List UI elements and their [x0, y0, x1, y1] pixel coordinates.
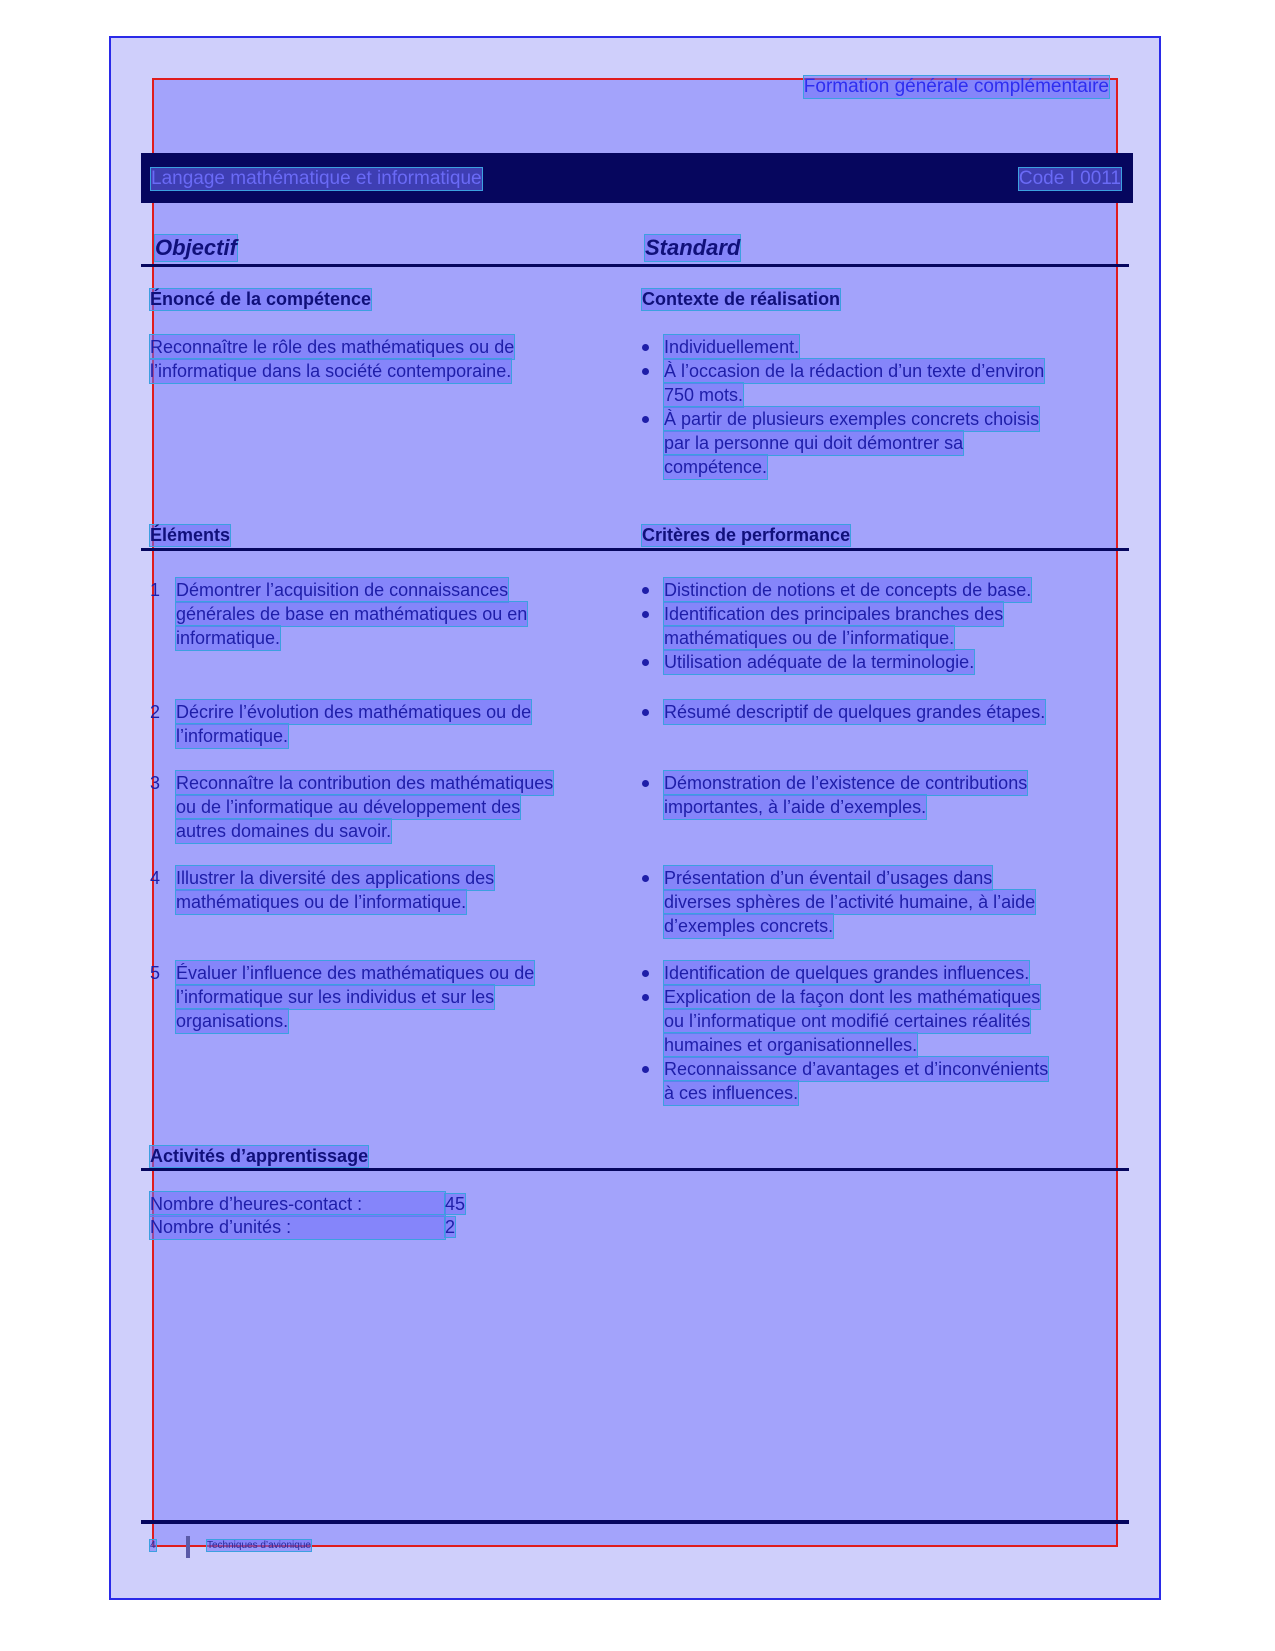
- criterion-line: mathématiques ou de l’informatique.: [664, 628, 955, 648]
- criterion-line: Démonstration de l’existence de contributions: [664, 773, 1028, 793]
- competence-line: Reconnaître le rôle des mathématiques ou de: [150, 337, 515, 357]
- course-code: Code I 0011: [1018, 168, 1121, 189]
- element-line: Illustrer la diversité des applications des: [176, 868, 495, 888]
- element-item: [150, 961, 630, 1033]
- criterion-item: [642, 578, 1112, 602]
- footer-separator: [186, 1536, 190, 1558]
- activities-rule: [141, 1168, 1129, 1171]
- units-label: Nombre d’unités :: [150, 1215, 445, 1239]
- criteria-heading: Critères de performance: [642, 525, 851, 545]
- criterion-line: Distinction de notions et de concepts de base.: [664, 580, 1032, 600]
- footer-program-name: Techniques d’avionique: [207, 1540, 311, 1551]
- criterion-line: Reconnaissance d’avantages et d’inconvénients: [664, 1059, 1049, 1079]
- criterion-item: [642, 650, 1112, 674]
- element-line: Démontrer l’acquisition de connaissances: [176, 580, 509, 600]
- criterion-item: [642, 771, 1112, 819]
- competence-line: l’informatique dans la société contemporaine.: [150, 361, 512, 381]
- criterion-line: Explication de la façon dont les mathématiques: [664, 987, 1041, 1007]
- element-line: mathématiques ou de l’informatique.: [176, 892, 467, 912]
- criterion-line: À partir de plusieurs exemples concrets choisis: [664, 409, 1040, 429]
- criterion-line: Identification de quelques grandes influences.: [664, 963, 1030, 983]
- course-title: Langage mathématique et informatique: [151, 168, 482, 189]
- contact-hours-label: Nombre d’heures-contact :: [150, 1192, 445, 1216]
- contact-hours-value: 45: [445, 1194, 466, 1214]
- element-number: 3: [150, 773, 161, 793]
- criterion-line: Résumé descriptif de quelques grandes étapes.: [664, 702, 1046, 722]
- criterion-line: Identification des principales branches des: [664, 604, 1004, 624]
- column-heading-standard: Standard: [645, 235, 741, 260]
- criterion-line: importantes, à l’aide d’exemples.: [664, 797, 927, 817]
- criterion-line: Individuellement.: [664, 337, 800, 357]
- criterion-line: Utilisation adéquate de la terminologie.: [664, 652, 975, 672]
- criterion-item: [642, 602, 1112, 650]
- element-number: 4: [150, 868, 161, 888]
- bullet-dot: [642, 875, 649, 882]
- criterion-line: diverses sphères de l’activité humaine, à l’aide: [664, 892, 1036, 912]
- element-line: informatique.: [176, 628, 281, 648]
- bullet-dot: [642, 659, 649, 666]
- criterion-line: 750 mots.: [664, 385, 744, 405]
- element-item: [150, 771, 630, 843]
- criterion-line: À l’occasion de la rédaction d’un texte d’environ: [664, 361, 1045, 381]
- criterion-line: par la personne qui doit démontrer sa: [664, 433, 964, 453]
- header-program-label: Formation générale complémentaire: [803, 76, 1109, 97]
- bullet-dot: [642, 587, 649, 594]
- element-number: 2: [150, 702, 161, 722]
- criterion-item: [642, 961, 1112, 985]
- element-line: autres domaines du savoir.: [176, 821, 392, 841]
- element-item: [150, 866, 630, 914]
- footer-rule: [141, 1520, 1129, 1524]
- units-value: 2: [445, 1217, 456, 1237]
- contact-hours-row: [150, 1192, 465, 1216]
- element-line: organisations.: [176, 1011, 289, 1031]
- criterion-item: [642, 866, 1112, 938]
- criterion-line: Présentation d’un éventail d’usages dans: [664, 868, 993, 888]
- bullet-dot: [642, 709, 649, 716]
- criterion-line: à ces influences.: [664, 1083, 799, 1103]
- element-line: Décrire l’évolution des mathématiques ou de: [176, 702, 532, 722]
- criterion-line: humaines et organisationnelles.: [664, 1035, 918, 1055]
- element-line: l’informatique sur les individus et sur les: [176, 987, 495, 1007]
- criterion-item: [642, 985, 1112, 1057]
- element-line: ou de l’informatique au développement des: [176, 797, 521, 817]
- criterion-line: d’exemples concrets.: [664, 916, 834, 936]
- element-line: Reconnaître la contribution des mathématiques: [176, 773, 554, 793]
- competence-heading: Énoncé de la compétence: [150, 289, 372, 309]
- element-line: l’informatique.: [176, 726, 289, 746]
- criterion-item: [642, 1057, 1112, 1105]
- element-number: 1: [150, 580, 161, 600]
- element-line: générales de base en mathématiques ou en: [176, 604, 528, 624]
- activities-heading: Activités d’apprentissage: [150, 1146, 369, 1166]
- bullet-dot: [642, 780, 649, 787]
- units-row: [150, 1215, 455, 1239]
- element-line: Évaluer l’influence des mathématiques ou de: [176, 963, 535, 983]
- bullet-dot: [642, 970, 649, 977]
- element-item: [150, 700, 630, 748]
- criterion-item: [642, 700, 1112, 724]
- elements-table: [150, 0, 1120, 1651]
- column-heading-objective: Objectif: [155, 235, 237, 260]
- context-heading: Contexte de réalisation: [642, 289, 841, 309]
- criterion-line: compétence.: [664, 457, 768, 477]
- bullet-dot: [642, 611, 649, 618]
- footer-page-number: 4: [150, 1540, 156, 1551]
- bullet-dot: [642, 994, 649, 1001]
- element-number: 5: [150, 963, 161, 983]
- criterion-line: ou l’informatique ont modifié certaines réalités: [664, 1011, 1031, 1031]
- bullet-dot: [642, 1066, 649, 1073]
- elements-heading: Éléments: [150, 525, 231, 545]
- element-item: [150, 578, 630, 650]
